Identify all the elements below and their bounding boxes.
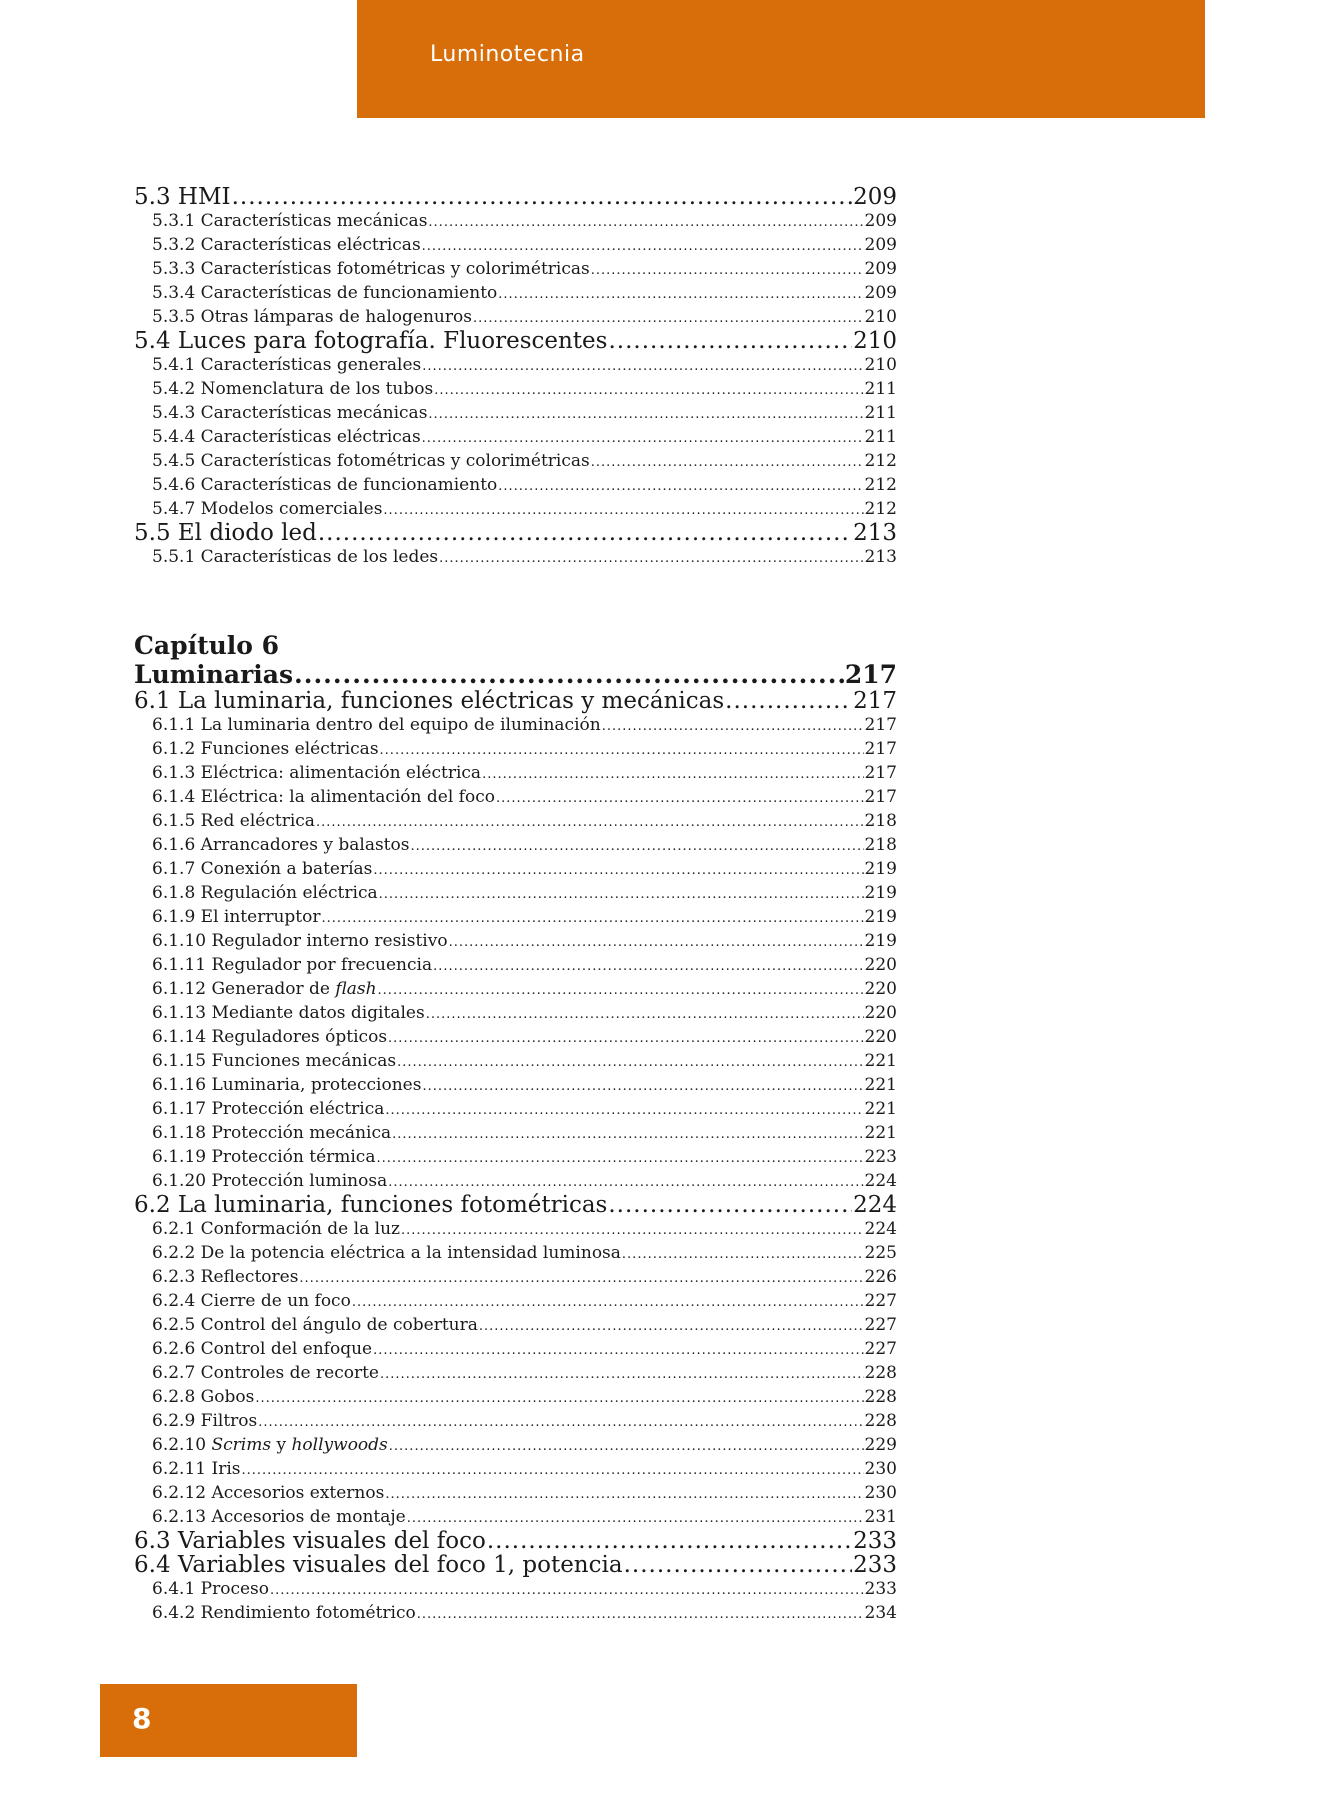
dot-leader xyxy=(318,521,852,545)
dot-leader xyxy=(422,427,864,451)
toc-entry[interactable] xyxy=(134,977,897,1001)
toc-entry-page: 209 xyxy=(853,184,897,210)
toc-entry-label xyxy=(152,1457,240,1481)
dot-leader xyxy=(422,355,863,379)
toc-entry-label xyxy=(152,809,315,833)
toc-entry-label xyxy=(152,1241,621,1265)
dot-leader xyxy=(496,787,864,811)
toc-entry[interactable] xyxy=(134,1433,897,1457)
dot-leader xyxy=(498,475,863,499)
toc-entry-label-text: 6.1.18 Protección mecánica xyxy=(152,1123,392,1143)
toc-entry-page: 218 xyxy=(864,811,897,831)
dot-leader xyxy=(498,283,863,307)
chapter-title: Luminarias xyxy=(134,660,294,689)
toc-entry-page: 219 xyxy=(864,907,897,927)
toc-entry-label-text: 6.2.6 Control del enfoque xyxy=(152,1339,373,1359)
toc-entry[interactable] xyxy=(134,881,897,905)
dot-leader xyxy=(299,1267,863,1291)
toc-entry-page: 221 xyxy=(864,1075,897,1095)
toc-entry-label xyxy=(152,881,378,905)
toc-entry-page: 233 xyxy=(853,1552,897,1578)
toc-entry[interactable] xyxy=(134,305,897,329)
dot-leader xyxy=(426,1003,864,1027)
toc-entry-label xyxy=(152,1217,400,1241)
toc-entry[interactable] xyxy=(134,1577,897,1601)
toc-entry-label-text: 6.1.11 Regulador por frecuencia xyxy=(152,955,433,975)
toc-entry-label-text: 6.2.7 Controles de recorte xyxy=(152,1363,379,1383)
toc-entry-label-text: 5.3.3 Características fotométricas y colorimétricas xyxy=(152,259,590,279)
toc-entry-page: 218 xyxy=(864,835,897,855)
toc-entry-label xyxy=(152,1049,396,1073)
toc-entry-label xyxy=(152,713,601,737)
toc-entry-page: 228 xyxy=(864,1363,897,1383)
toc-entry-page: 231 xyxy=(864,1507,897,1527)
toc-entry[interactable] xyxy=(134,425,897,449)
toc-entry-label-text: 5.5 El diodo led xyxy=(134,520,317,546)
dot-leader xyxy=(380,739,864,763)
toc-entry-label xyxy=(152,497,382,521)
toc-entry-label-text: 5.4.3 Características mecánicas xyxy=(152,403,428,423)
header-band xyxy=(357,0,1205,118)
toc-entry[interactable] xyxy=(134,1145,897,1169)
toc-entry[interactable] xyxy=(134,545,897,569)
toc-entry-page: 223 xyxy=(864,1147,897,1167)
page-number: 8 xyxy=(132,1702,152,1735)
dot-leader xyxy=(383,499,863,523)
toc-entry-label-text: 6.2.9 Filtros xyxy=(152,1411,258,1431)
toc-entry[interactable] xyxy=(134,1025,897,1049)
dot-leader xyxy=(392,1123,863,1147)
dot-leader xyxy=(433,955,863,979)
dot-leader xyxy=(388,1027,864,1051)
page-number-box xyxy=(100,1684,357,1757)
toc-entry-label-text: 6.1.1 La luminaria dentro del equipo de iluminación xyxy=(152,715,601,735)
toc-entry-label xyxy=(152,1577,269,1601)
toc-entry-label xyxy=(152,953,432,977)
toc-entry-page: 217 xyxy=(864,715,897,735)
toc-entry-label-italic: flash xyxy=(335,979,377,999)
toc-entry-label xyxy=(152,905,320,929)
dot-leader xyxy=(591,451,864,475)
toc-entry[interactable] xyxy=(134,401,897,425)
toc-entry[interactable] xyxy=(134,1481,897,1505)
toc-entry-page: 230 xyxy=(864,1459,897,1479)
chapter-page: 217 xyxy=(844,660,897,689)
toc-entry[interactable] xyxy=(134,521,897,545)
toc-entry-label xyxy=(152,1337,372,1361)
dot-leader xyxy=(428,403,863,427)
toc-row-chapter-title[interactable] xyxy=(134,661,897,689)
dot-leader xyxy=(352,1291,864,1315)
dot-leader xyxy=(373,1339,863,1363)
toc-entry-label-text: 6.2.10 xyxy=(152,1435,212,1455)
toc-entry-label xyxy=(152,401,427,425)
toc-entry-page: 220 xyxy=(864,1027,897,1047)
toc-entry[interactable] xyxy=(134,1289,897,1313)
toc-entry[interactable] xyxy=(134,1073,897,1097)
table-of-contents xyxy=(134,185,897,1625)
toc-entry-label-text: y xyxy=(271,1435,292,1455)
toc-entry-label xyxy=(152,233,421,257)
toc-entry-label-text: 5.3 HMI xyxy=(134,184,231,210)
toc-entry-label xyxy=(152,737,379,761)
dot-leader xyxy=(385,1483,863,1507)
toc-entry-label-text: 6.2.1 Conformación de la luz xyxy=(152,1219,400,1239)
toc-entry-label-text: 6.2.8 Gobos xyxy=(152,1387,255,1407)
toc-entry-label-text: 6.4.1 Proceso xyxy=(152,1579,269,1599)
toc-entry-label xyxy=(152,1361,379,1385)
dot-leader xyxy=(270,1579,864,1603)
toc-entry-label-text: 6.1.13 Mediante datos digitales xyxy=(152,1003,425,1023)
dot-leader xyxy=(422,1075,863,1099)
toc-entry-page: 225 xyxy=(864,1243,897,1263)
toc-entry-page: 213 xyxy=(853,520,897,546)
dot-leader xyxy=(449,931,864,955)
dot-leader xyxy=(422,235,864,259)
dot-leader xyxy=(294,661,844,689)
toc-entry-label xyxy=(152,1025,387,1049)
toc-entry-page: 217 xyxy=(864,739,897,759)
toc-entry[interactable] xyxy=(134,1241,897,1265)
toc-entry-label xyxy=(152,377,433,401)
toc-entry-label xyxy=(152,833,409,857)
toc-entry[interactable] xyxy=(134,1457,897,1481)
toc-entry-label-text: 6.1.20 Protección luminosa xyxy=(152,1171,388,1191)
toc-entry-page: 233 xyxy=(853,1528,897,1554)
toc-entry[interactable] xyxy=(134,1529,897,1553)
toc-entry-label xyxy=(152,449,590,473)
toc-entry-label xyxy=(152,281,497,305)
toc-entry-page: 219 xyxy=(864,883,897,903)
toc-entry[interactable] xyxy=(134,785,897,809)
toc-entry[interactable] xyxy=(134,1601,897,1625)
toc-entry-page: 211 xyxy=(864,427,897,447)
toc-entry-page: 217 xyxy=(864,763,897,783)
toc-entry-label-text: 6.3 Variables visuales del foco xyxy=(134,1528,486,1554)
toc-entry-label-text: 6.1.19 Protección térmica xyxy=(152,1147,376,1167)
toc-entry[interactable] xyxy=(134,1193,897,1217)
toc-entry-label xyxy=(134,185,231,209)
toc-entry-label-text: 5.3.2 Características eléctricas xyxy=(152,235,421,255)
toc-entry-label-text: 6.1.8 Regulación eléctrica xyxy=(152,883,378,903)
toc-entry-page: 210 xyxy=(864,307,897,327)
toc-entry-label xyxy=(152,473,497,497)
toc-entry-label-text: 5.4.6 Características de funcionamiento xyxy=(152,475,498,495)
dot-leader xyxy=(389,1435,864,1459)
dot-leader xyxy=(410,835,863,859)
toc-entry-page: 227 xyxy=(864,1291,897,1311)
toc-entry-page: 227 xyxy=(864,1315,897,1335)
toc-entry-label xyxy=(152,1601,416,1625)
dot-leader xyxy=(479,1315,864,1339)
dot-leader xyxy=(608,1193,852,1217)
toc-entry[interactable] xyxy=(134,737,897,761)
toc-entry-page: 219 xyxy=(864,931,897,951)
toc-entry[interactable] xyxy=(134,1409,897,1433)
toc-entry-label-text: 6.1.9 El interruptor xyxy=(152,907,321,927)
dot-leader xyxy=(428,211,863,235)
dot-leader xyxy=(380,1363,864,1387)
dot-leader xyxy=(608,329,852,353)
toc-entry-page: 221 xyxy=(864,1099,897,1119)
toc-entry-label xyxy=(152,305,472,329)
toc-entry[interactable] xyxy=(134,1553,897,1577)
toc-block-chapter-5 xyxy=(134,185,897,569)
toc-entry[interactable] xyxy=(134,809,897,833)
toc-entry-page: 211 xyxy=(864,403,897,423)
toc-entry-label xyxy=(152,1505,406,1529)
toc-entry-label xyxy=(152,1169,387,1193)
toc-entry[interactable] xyxy=(134,857,897,881)
toc-entry[interactable] xyxy=(134,1121,897,1145)
toc-entry-page: 213 xyxy=(864,547,897,567)
toc-entry-page: 229 xyxy=(864,1435,897,1455)
toc-entry[interactable] xyxy=(134,1169,897,1193)
dot-leader xyxy=(591,259,864,283)
toc-entry-label xyxy=(152,545,438,569)
toc-entry-label xyxy=(152,1073,421,1097)
toc-entry[interactable] xyxy=(134,761,897,785)
toc-entry-page: 228 xyxy=(864,1411,897,1431)
toc-entry[interactable] xyxy=(134,953,897,977)
toc-entry-page: 228 xyxy=(864,1387,897,1407)
toc-entry-label xyxy=(152,977,377,1001)
toc-entry-page: 234 xyxy=(864,1603,897,1623)
dot-leader xyxy=(622,1243,864,1267)
toc-entry[interactable] xyxy=(134,377,897,401)
toc-entry-page: 220 xyxy=(864,1003,897,1023)
toc-entry-label-text: 5.4.5 Características fotométricas y colorimétricas xyxy=(152,451,590,471)
chapter-heading: Capítulo 6 xyxy=(134,631,280,660)
toc-entry-page: 210 xyxy=(853,328,897,354)
toc-entry-label-text: 6.1.7 Conexión a baterías xyxy=(152,859,373,879)
toc-entry-label-text: 6.1.10 Regulador interno resistivo xyxy=(152,931,448,951)
toc-entry-label-text: 6.1.3 Eléctrica: alimentación eléctrica xyxy=(152,763,482,783)
toc-entry-label-text: 6.1.5 Red eléctrica xyxy=(152,811,315,831)
toc-entry-label xyxy=(152,1121,391,1145)
toc-entry-label xyxy=(152,929,448,953)
toc-entry-label-text: 5.4.4 Características eléctricas xyxy=(152,427,421,447)
toc-entry-page: 209 xyxy=(864,259,897,279)
toc-entry-label xyxy=(152,425,421,449)
toc-entry-label-text: 5.3.4 Características de funcionamiento xyxy=(152,283,498,303)
toc-entry[interactable] xyxy=(134,281,897,305)
toc-entry-label-text: 6.2.2 De la potencia eléctrica a la intensidad luminosa xyxy=(152,1243,621,1263)
dot-leader xyxy=(602,715,864,739)
toc-entry-label-text: 5.4.7 Modelos comerciales xyxy=(152,499,383,519)
dot-leader xyxy=(725,689,852,713)
toc-entry-label xyxy=(134,1553,623,1577)
toc-entry-page: 224 xyxy=(853,1192,897,1218)
toc-entry-page: 210 xyxy=(864,355,897,375)
toc-entry[interactable] xyxy=(134,209,897,233)
dot-leader xyxy=(401,1219,864,1243)
toc-entry-label xyxy=(134,521,317,545)
toc-entry-label-text: 6.1.12 Generador de xyxy=(152,979,336,999)
toc-entry[interactable] xyxy=(134,1337,897,1361)
toc-entry-page: 224 xyxy=(864,1219,897,1239)
toc-entry-page: 217 xyxy=(864,787,897,807)
toc-entry-label xyxy=(152,353,421,377)
toc-entry-page: 227 xyxy=(864,1339,897,1359)
toc-entry-label-text: 5.3.5 Otras lámparas de halogenuros xyxy=(152,307,472,327)
toc-entry-label-text: 6.1.16 Luminaria, protecciones xyxy=(152,1075,422,1095)
toc-entry-label-text: 5.3.1 Características mecánicas xyxy=(152,211,428,231)
dot-leader xyxy=(241,1459,863,1483)
dot-leader xyxy=(379,883,864,907)
toc-entry-page: 211 xyxy=(864,379,897,399)
toc-entry-label-text: 6.1.14 Reguladores ópticos xyxy=(152,1027,388,1047)
toc-entry-page: 217 xyxy=(853,688,897,714)
toc-entry-label-text: 5.5.1 Características de los ledes xyxy=(152,547,439,567)
toc-entry-label xyxy=(152,1433,388,1457)
toc-entry-label-italic: Scrims xyxy=(211,1435,272,1455)
toc-entry-label xyxy=(152,1409,257,1433)
toc-entry-label-text: 6.4.2 Rendimiento fotométrico xyxy=(152,1603,416,1623)
toc-entry-label xyxy=(152,761,481,785)
toc-entry-page: 224 xyxy=(864,1171,897,1191)
toc-entry-page: 226 xyxy=(864,1267,897,1287)
toc-entry-page: 209 xyxy=(864,235,897,255)
dot-leader xyxy=(439,547,863,571)
toc-entry[interactable] xyxy=(134,1385,897,1409)
toc-entry[interactable] xyxy=(134,1001,897,1025)
toc-entry[interactable] xyxy=(134,257,897,281)
toc-entry-label-text: 6.2 La luminaria, funciones fotométricas xyxy=(134,1192,608,1218)
toc-entry-label xyxy=(134,1529,486,1553)
toc-entry[interactable] xyxy=(134,1361,897,1385)
toc-entry-label xyxy=(152,1385,254,1409)
toc-entry-label xyxy=(152,257,590,281)
toc-entry-label xyxy=(152,1289,351,1313)
toc-entry[interactable] xyxy=(134,449,897,473)
toc-entry[interactable] xyxy=(134,1097,897,1121)
dot-leader xyxy=(624,1553,853,1577)
toc-entry-page: 221 xyxy=(864,1123,897,1143)
toc-entry-label-text: 6.1.17 Protección eléctrica xyxy=(152,1099,385,1119)
dot-leader xyxy=(378,979,864,1003)
dot-leader xyxy=(255,1387,863,1411)
dot-leader xyxy=(373,859,863,883)
toc-entry-page: 209 xyxy=(864,283,897,303)
toc-entry[interactable] xyxy=(134,713,897,737)
toc-entry-label-italic: hollywoods xyxy=(291,1435,388,1455)
toc-entry-label xyxy=(134,1193,607,1217)
toc-entry-label xyxy=(152,785,495,809)
toc-entry-page: 212 xyxy=(864,451,897,471)
toc-entry-page: 209 xyxy=(864,211,897,231)
toc-entry-label-text: 6.2.12 Accesorios externos xyxy=(152,1483,385,1503)
toc-entry-page: 212 xyxy=(864,475,897,495)
dot-leader xyxy=(417,1603,864,1627)
toc-entry-page: 212 xyxy=(864,499,897,519)
toc-entry-page: 230 xyxy=(864,1483,897,1503)
toc-entry[interactable] xyxy=(134,353,897,377)
toc-entry-page: 219 xyxy=(864,859,897,879)
toc-entry-page: 220 xyxy=(864,979,897,999)
toc-entry[interactable] xyxy=(134,689,897,713)
toc-entry[interactable] xyxy=(134,1313,897,1337)
dot-leader xyxy=(434,379,863,403)
toc-entry[interactable] xyxy=(134,1265,897,1289)
toc-entry[interactable] xyxy=(134,185,897,209)
dot-leader xyxy=(232,185,853,209)
toc-entry-label-text: 6.2.13 Accesorios de montaje xyxy=(152,1507,406,1527)
toc-entry-label-text: 6.2.4 Cierre de un foco xyxy=(152,1291,351,1311)
toc-entry-label-text: 6.1.2 Funciones eléctricas xyxy=(152,739,379,759)
toc-entry[interactable] xyxy=(134,497,897,521)
toc-entry-label xyxy=(152,1481,384,1505)
toc-entry-label xyxy=(152,209,427,233)
toc-entry-label-text: 6.1.6 Arrancadores y balastos xyxy=(152,835,410,855)
dot-leader xyxy=(397,1051,863,1075)
toc-entry-page: 220 xyxy=(864,955,897,975)
toc-entry-label-text: 6.2.11 Iris xyxy=(152,1459,241,1479)
dot-leader xyxy=(487,1529,852,1553)
toc-entry-label-text: 6.2.5 Control del ángulo de cobertura xyxy=(152,1315,478,1335)
toc-entry-label xyxy=(134,689,724,713)
toc-entry-page: 233 xyxy=(864,1579,897,1599)
toc-entry[interactable] xyxy=(134,905,897,929)
toc-entry-label-text: 5.4.1 Características generales xyxy=(152,355,422,375)
toc-entry[interactable] xyxy=(134,233,897,257)
toc-entry-label xyxy=(152,1001,425,1025)
dot-leader xyxy=(258,1411,863,1435)
toc-entry-label xyxy=(152,1265,298,1289)
toc-entry-label-text: 6.4 Variables visuales del foco 1, potencia xyxy=(134,1552,623,1578)
dot-leader xyxy=(316,811,864,835)
toc-entry-label-text: 6.2.3 Reflectores xyxy=(152,1267,299,1287)
dot-leader xyxy=(376,1147,863,1171)
toc-entry[interactable] xyxy=(134,329,897,353)
toc-entry-label xyxy=(152,1145,375,1169)
toc-entry[interactable] xyxy=(134,1217,897,1241)
toc-entry[interactable] xyxy=(134,929,897,953)
toc-entry-label xyxy=(152,1097,384,1121)
toc-entry-label-text: 6.1.4 Eléctrica: la alimentación del foco xyxy=(152,787,495,807)
dot-leader xyxy=(385,1099,863,1123)
toc-entry[interactable] xyxy=(134,1049,897,1073)
toc-entry-label xyxy=(152,1313,478,1337)
toc-entry-page: 221 xyxy=(864,1051,897,1071)
toc-entry-label xyxy=(134,329,607,353)
dot-leader xyxy=(321,907,863,931)
dot-leader xyxy=(482,763,863,787)
toc-entry-label-text: 5.4.2 Nomenclatura de los tubos xyxy=(152,379,434,399)
toc-entry[interactable] xyxy=(134,1505,897,1529)
toc-entry-label xyxy=(152,857,372,881)
toc-block-chapter-6 xyxy=(134,689,897,1625)
toc-entry[interactable] xyxy=(134,473,897,497)
toc-entry-label-text: 6.1 La luminaria, funciones eléctricas y mecánicas xyxy=(134,688,725,714)
toc-entry-label-text: 5.4 Luces para fotografía. Fluorescentes xyxy=(134,328,608,354)
running-header-title: Luminotecnia xyxy=(430,42,585,67)
toc-entry[interactable] xyxy=(134,833,897,857)
toc-entry-label-text: 6.1.15 Funciones mecánicas xyxy=(152,1051,397,1071)
